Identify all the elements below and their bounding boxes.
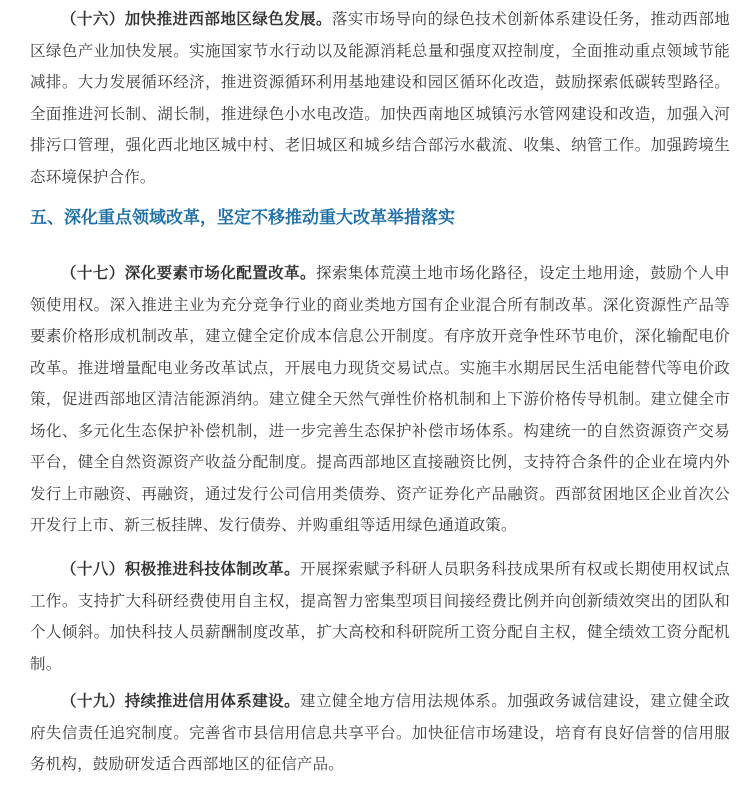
paragraph-18 — [30, 554, 730, 680]
paragraph-17-body: 探索集体荒漠土地市场化路径，设定土地用途，鼓励个人申领使用权。深入推进主业为充分竞争行业的商业类地方国有企业混合所有制改革。深化资源性产品等要素价格形成机制改革，建立健全定价成本信息公开制度。有序放开竞争性环节电价，深化输配电价改革。推进增量配电业务改革试点，开展电力现货交易试点。实施丰水期居民生活电能替代等电价政策，促进西部地区清洁能源消纳。建立健全天然气弹性价格机制和上下游价格传导机制。建立健全市场化、多元化生态保护补偿机制，进一步完善生态保护补偿市场体系。构建统一的自然资源资产交易平台，健全自然资源资产收益分配制度。提高西部地区直接融资比例，支持符合条件的企业在境内外发行上市融资、再融资，通过发行公司信用类债券、资产证券化产品融资。西部贫困地区企业首次公开发行上市、新三板挂牌、发行债券、并购重组等适用绿色通道政策。 — [30, 264, 731, 534]
paragraph-19 — [30, 686, 730, 781]
paragraph-19-lead: （十九）持续推进信用体系建设。 — [61, 692, 301, 710]
paragraph-17 — [30, 258, 730, 542]
paragraph-16-body: 落实市场导向的绿色技术创新体系建设任务，推动西部地区绿色产业加快发展。实施国家节水行动以及能源消耗总量和强度双控制度，全面推动重点领域节能减排。大力发展循环经济，推进资源循环利用基地建设和园区循环化改造，鼓励探索低碳转型路径。全面推进河长制、湖长制，推进绿色小水电改造。加快西南地区城镇污水管网建设和改造，加强入河排污口管理，强化西北地区城中村、老旧城区和城乡结合部污水截流、收集、纳管工作。加强跨境生态环境保护合作。 — [30, 10, 730, 186]
paragraph-19-body: 建立健全地方信用法规体系。加强政务诚信建设，建立健全政府失信责任追究制度。完善省市县信用信息共享平台。加快征信市场建设，培育有良好信誉的信用服务机构，鼓励研发适合西部地区的征信产品。 — [30, 692, 730, 773]
paragraph-18-lead: （十八）积极推进科技体制改革。 — [61, 560, 301, 578]
paragraph-18-body: 开展探索赋予科研人员职务科技成果所有权或长期使用权试点工作。支持扩大科研经费使用自主权，提高智力密集型项目间接经费比例并向创新绩效突出的团队和个人倾斜。加快科技人员薪酬制度改革，扩大高校和科研院所工资分配自主权，健全绩效工资分配机制。 — [30, 560, 730, 673]
section-heading-5: 五、深化重点领域改革，坚定不移推动重大改革举措落实 — [30, 208, 455, 228]
paragraph-16-lead: （十六）加快推进西部地区绿色发展。 — [61, 10, 332, 28]
paragraph-17-lead: （十七）深化要素市场化配置改革。 — [61, 264, 316, 282]
paragraph-16 — [30, 4, 730, 193]
